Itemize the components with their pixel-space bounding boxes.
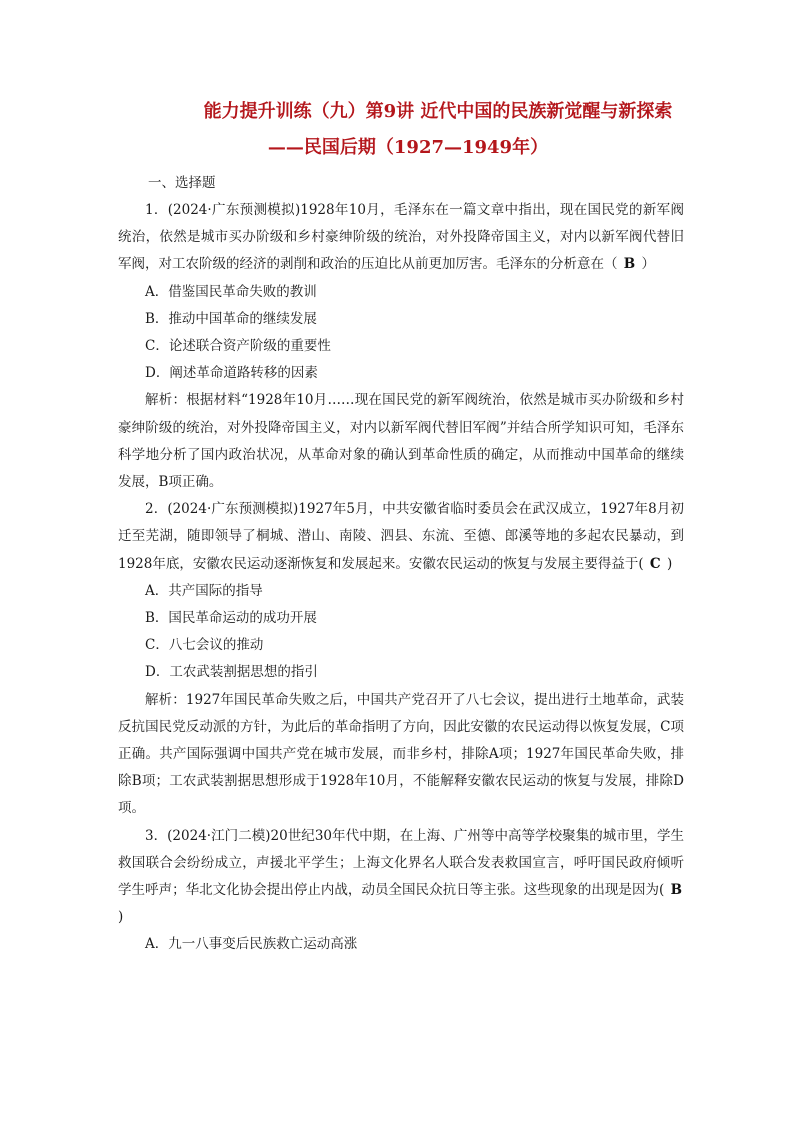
question-2 [118,496,684,822]
option-d: D．阐述革命道路转移的因素 [145,365,318,382]
answer-mark: B [623,256,636,273]
answer-mark: B [670,882,683,899]
question-stem: 3．(2024·江门二模)20世纪30年代中期，在上海、广州等中高等学校聚集的城市里，学生救国联合会纷纷成立，声援北平学生；上海文化界名人联合发表救国宣言，呼吁国民政府倾听学生呼声；华北文化协会提出停止内战，动员全国民众抗日等主张。这些现象的出现是因为( B ) [118,827,684,926]
option-a: A．借鉴国民革命失败的教训 [145,283,317,300]
question-stem: 1．(2024·广东预测模拟)1928年10月，毛泽东在一篇文章中指出，现在国民党的新军阀统治，依然是城市买办阶级和乡村豪绅阶级的统治，对外投降帝国主义，对内以新军阀代替旧军阀，对工农阶级的经济的剥削和政治的压迫比从前更加厉害。毛泽东的分析意在（ B ） [118,202,684,273]
title-line-1: 能力提升训练（九）第9讲 近代中国的民族新觉醒与新探索 [203,101,673,122]
option-b: B．推动中国革命的继续发展 [145,310,317,327]
document-title [118,94,684,166]
answer-mark: C [649,555,661,572]
option-c: C．八七会议的推动 [145,637,264,654]
question-stem: 2．(2024·广东预测模拟)1927年5月，中共安徽省临时委员会在武汉成立，1927年8月初迁至芜湖，随即领导了桐城、潜山、南陵、泗县、东流、至德、郎溪等地的多起农民暴动，到1928年底，安徽农民运动逐渐恢复和发展起来。安徽农民运动的恢复与发展主要得益于( C ) [118,501,684,572]
option-a: A．九一八事变后民族救亡运动高涨 [145,936,358,953]
option-a: A．共产国际的指导 [145,582,263,599]
analysis-text: 解析：1927年国民革命失败之后，中国共产党召开了八七会议，提出进行土地革命，武装反抗国民党反动派的方针，为此后的革命指明了方向，因此安徽的农民运动得以恢复发展，C项正确。共产国际强调中国共产党在城市发展，而非乡村，排除A项；1927年国民革命失败，排除B项；工农武装割据思想形成于1928年10月，不能解释安徽农民运动的恢复与发展，排除D项。 [118,691,684,817]
analysis-text: 解析：根据材料“1928年10月……现在国民党的新军阀统治，依然是城市买办阶级和乡村豪绅阶级的统治，对外投降帝国主义，对内以新军阀代替旧军阀”并结合所学知识可知，毛泽东科学地分析了国内政治状况，从革命对象的确认到革命性质的确定，从而推动中国革命的继续发展，B项正确。 [118,392,684,491]
question-3 [118,823,684,959]
title-line-2: ——民国后期（1927—1949年） [267,137,549,158]
question-1 [118,197,684,496]
option-b: B．国民革命运动的成功开展 [145,610,317,627]
section-heading: 一、选择题 [148,175,216,191]
option-c: C．论述联合资产阶级的重要性 [145,338,331,355]
option-d: D．工农武装割据思想的指引 [145,664,318,681]
